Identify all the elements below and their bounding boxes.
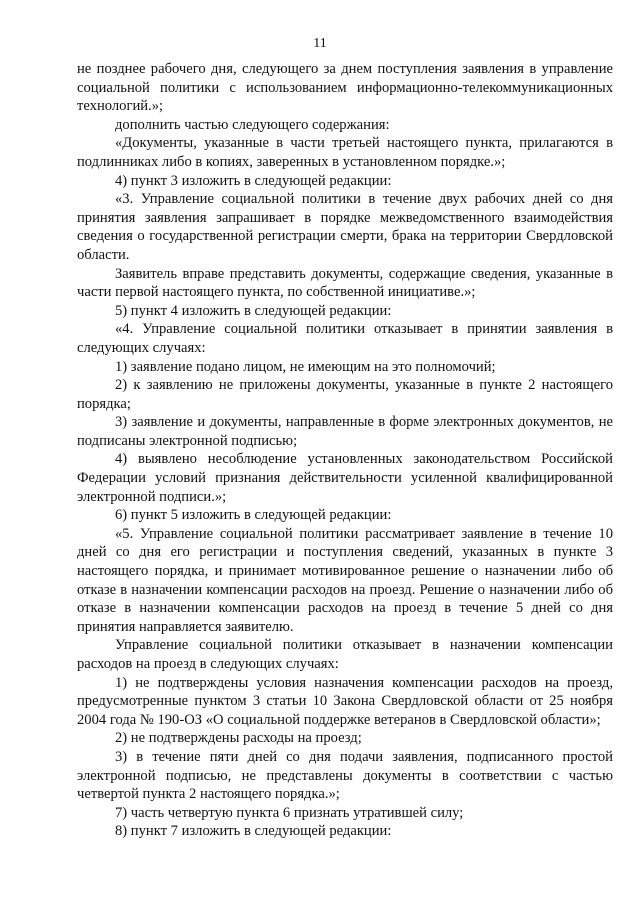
paragraph: 2) к заявлению не приложены документы, указанные в пункте 2 настоящего порядка; — [77, 377, 613, 412]
page-number: 11 — [313, 36, 327, 51]
paragraph: 2) не подтверждены расходы на проезд; — [115, 730, 362, 747]
paragraph: Заявитель вправе представить документы, содержащие сведения, указанные в части первой настоящего пункта, по собственной инициативе.»; — [77, 265, 613, 301]
paragraph: 8) пункт 7 изложить в следующей редакции: — [115, 823, 392, 840]
paragraph: дополнить частью следующего содержания: — [115, 116, 390, 133]
paragraph: 3) заявление и документы, направленные в форме электронных документов, не подписаны электронной подписью; — [77, 414, 613, 449]
paragraph: не позднее рабочего дня, следующего за днем поступления заявления в управление социальной политики с использованием информационно-телекоммуникационных технологий.»; — [77, 61, 613, 115]
paragraph: Управление социальной политики отказывает в назначении компенсации расходов на проезд в следующих случаях: — [77, 637, 613, 672]
paragraph: «4. Управление социальной политики отказывает в принятии заявления в следующих случаях: — [77, 321, 613, 356]
paragraph: 7) часть четвертую пункта 6 признать утратившей силу; — [115, 804, 464, 821]
paragraph: «3. Управление социальной политики в течение двух рабочих дней со дня принятия заявления запрашивает в порядке межведомственного взаимодействия сведения о государственной регистрации смерти, брака на территории Свердловской области. — [77, 191, 613, 263]
paragraph: 3) в течение пяти дней со дня подачи заявления, подписанного простой электронной подписью, не представлены документы в соответствии с частью четвертой пункта 2 настоящего порядка.»; — [77, 748, 613, 803]
paragraph: 5) пункт 4 изложить в следующей редакции: — [115, 302, 392, 319]
paragraph: 4) пункт 3 изложить в следующей редакции: — [115, 172, 392, 189]
paragraph: «Документы, указанные в части третьей настоящего пункта, прилагаются в подлинниках либо в копиях, заверенных в установленном порядке.»; — [77, 135, 613, 170]
paragraph: 1) не подтверждены условия назначения компенсации расходов на проезд, предусмотренные пунктом 3 статьи 10 Закона Свердловской области от 25 ноября 2004 года № 190-ОЗ «О социальной поддержке ветеранов в Свердловской области»; — [77, 674, 613, 728]
paragraph: 4) выявлено несоблюдение установленных законодательством Российской Федерации условий признания действительности усиленной квалифицированной электронной подписи.»; — [77, 451, 613, 505]
paragraph: «5. Управление социальной политики рассматривает заявление в течение 10 дней со дня его регистрации и поступления сведений, указанных в пункте 3 настоящего порядка, и принимает мотивированное решение о назначении либо об отказе в назначении компенсации расходов на проезд. Решение о назначении либо об отказе в назначении компенсации расходов на проезд в течение 5 дней со дня принятия направляется заявителю. — [77, 525, 613, 635]
paragraph: 1) заявление подано лицом, не имеющим на это полномочий; — [115, 358, 496, 375]
paragraph: 6) пункт 5 изложить в следующей редакции: — [115, 507, 392, 524]
document-body — [77, 60, 613, 841]
